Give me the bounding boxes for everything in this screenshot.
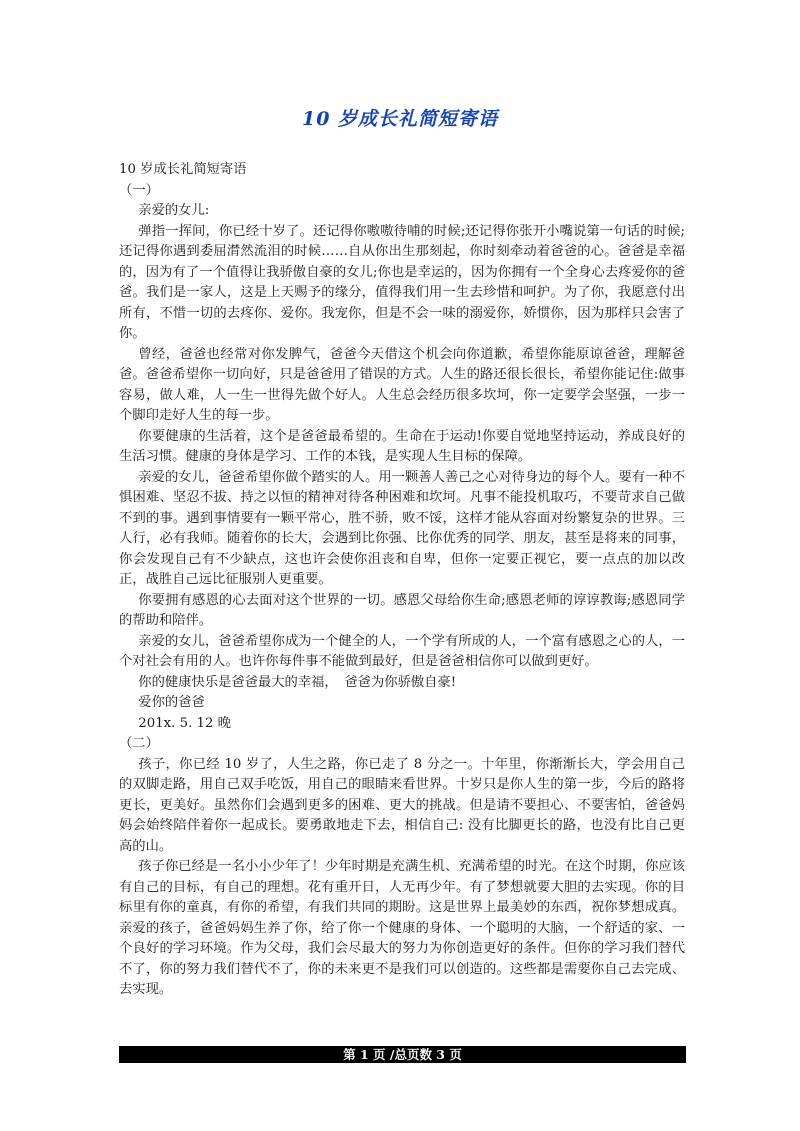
paragraph: 你要健康的生活着，这个是爸爸最希望的。生命在于运动!你要自觉地坚持运动，养成良好的生活习惯。健康的身体是学习、工作的本钱，是实现人生目标的保障。 <box>119 428 685 464</box>
paragraph: 曾经，爸爸也经常对你发脾气，爸爸今天借这个机会向你道歉，希望你能原谅爸爸，理解爸爸。爸爸希望你一切向好，只是爸爸用了错误的方式。人生的路还很长很长，希望你能记住:做事容易，做人难，人一生一世得先做个好人。人生总会经历很多坎坷，你一定要学会坚强，一步一个脚印走好人生的每一步。 <box>119 346 685 423</box>
paragraph: 弹指一挥间，你已经十岁了。还记得你嗷嗷待哺的时候;还记得你张开小嘴说第一句话的时候;还记得你遇到委屈潸然流泪的时候……自从你出生那刻起，你时刻牵动着爸爸的心。爸爸是幸福的，因为有了一个值得让我骄傲自豪的女儿;你也是幸运的，因为你拥有一个全身心去疼爱你的爸爸。我们是一家人，这是上天赐予的缘分，值得我们用一生去珍惜和呵护。为了你，我愿意付出所有，不惜一切的去疼你、爱你。我宠你，但是不会一味的溺爱你，娇惯你，因为那样只会害了你。 <box>119 223 685 341</box>
page-footer: 第 1 页 /总页数 3 页 <box>119 1046 686 1063</box>
document-title: 10 岁成长礼简短寄语 <box>301 108 499 130</box>
paragraph: 亲爱的女儿，爸爸希望你成为一个健全的人，一个学有所成的人，一个富有感恩之心的人，一个对社会有用的人。也许你每件事不能做到最好，但是爸爸相信你可以做到更好。 <box>119 633 685 669</box>
paragraph: 孩子你已经是一名小小少年了！少年时期是充满生机、充满希望的时光。在这个时期，你应该有自己的目标，有自己的理想。花有重开日，人无再少年。有了梦想就要大胆的去实现。你的目标里有你的童真，有你的希望，有我们共同的期盼。这是世界上最美妙的东西，祝你梦想成真。亲爱的孩子，爸爸妈妈生养了你，给了你一个健康的身体、一个聪明的大脑，一个舒适的家、一个良好的学习环境。作为父母，我们会尽最大的努力为你创造更好的条件。但你的学习我们替代不了，你的努力我们替代不了，你的未来更不是我们可以创造的。这些都是需要你自己去完成、去实现。 <box>119 859 685 997</box>
signature: 爱你的爸爸 <box>138 695 205 710</box>
section-label-1: （一） <box>119 182 159 198</box>
paragraph: 你要拥有感恩的心去面对这个世界的一切。感恩父母给你生命;感恩老师的谆谆教诲;感恩同学的帮助和陪伴。 <box>119 592 685 628</box>
document-heading: 10 岁成长礼简短寄语 <box>119 162 247 177</box>
paragraph: 你的健康快乐是爸爸最大的幸福， 爸爸为你骄傲自豪! <box>138 674 457 690</box>
paragraph: 亲爱的女儿，爸爸希望你做个踏实的人。用一颗善人善己之心对待身边的每个人。要有一种不惧困难、坚忍不拔、持之以恒的精神对待各种困难和坎坷。凡事不能投机取巧，不要苛求自己做不到的事。遇到事情要有一颗平常心，胜不骄，败不馁，这样才能从容面对纷繁复杂的世界。三人行，必有我师。随着你的长大，会遇到比你强、比你优秀的同学、朋友，甚至是将来的同事，你会发现自己有不少缺点，这也许会使你沮丧和自卑，但你一定要正视它，要一点点的加以改正，战胜自己远比征服别人更重要。 <box>119 469 685 587</box>
document-body <box>119 160 685 1001</box>
section-label-2: （二） <box>119 736 159 751</box>
paragraph: 孩子，你已经 10 岁了，人生之路，你已走了 8 分之一。十年里，你渐渐长大，学会用自己的双脚走路，用自己双手吃饭，用自己的眼睛来看世界。十岁只是你人生的第一步，今后的路将更长，更美好。虽然你们会遇到更多的困难、更大的挑战。但是请不要担心、不要害怕，爸爸妈妈会始终陪伴着你一起成长。要勇敢地走下去，相信自己: 没有比脚更长的路，也没有比自己更高的山。 <box>119 756 685 854</box>
date-line: 201x. 5. 12 晚 <box>138 715 231 731</box>
greeting: 亲爱的女儿: <box>138 203 210 218</box>
